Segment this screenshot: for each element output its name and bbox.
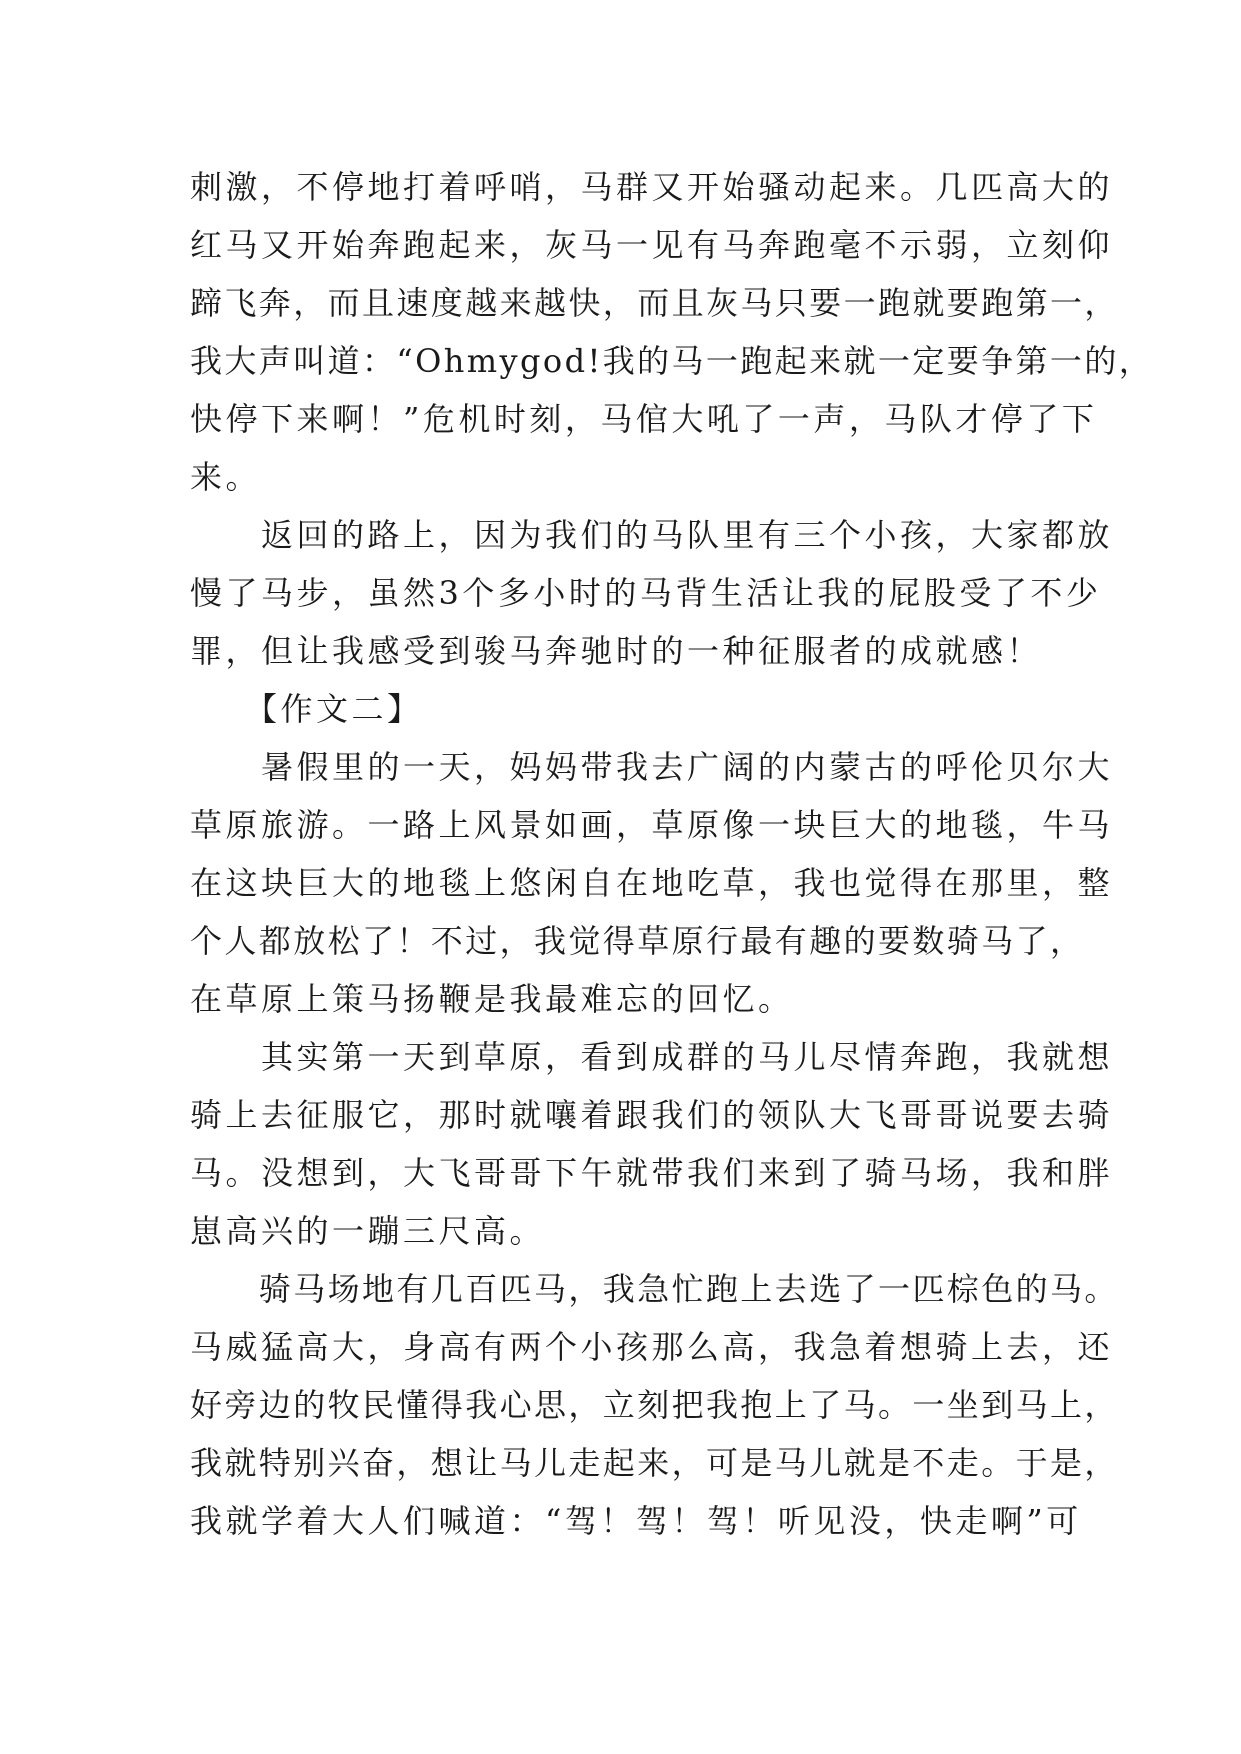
text-line: 在草原上策马扬鞭是我最难忘的回忆。: [190, 980, 794, 1018]
text-line: 我大声叫道：“Ohmygod!我的马一跑起来就一定要争第一的，: [190, 342, 1154, 380]
text-line: 刺激，不停地打着呼哨，马群又开始骚动起来。几匹高大的: [190, 168, 1114, 206]
text-line: 红马又开始奔跑起来，灰马一见有马奔跑毫不示弱，立刻仰: [190, 226, 1114, 264]
section-heading: 【作文二】: [190, 690, 423, 728]
text-line: 在这块巨大的地毯上悠闲自在地吃草，我也觉得在那里，整: [190, 864, 1114, 902]
text-line: 我就特别兴奋，想让马儿走起来，可是马儿就是不走。于是，: [190, 1444, 1119, 1482]
text-line: 马威猛高大，身高有两个小孩那么高，我急着想骑上去，还: [190, 1328, 1114, 1366]
text-line: 蹄飞奔，而且速度越来越快，而且灰马只要一跑就要跑第一，: [190, 284, 1119, 322]
text-line: 来。: [190, 458, 262, 496]
text-line: 草原旅游。一路上风景如画，草原像一块巨大的地毯，牛马: [190, 806, 1114, 844]
text-line: 其实第一天到草原，看到成群的马儿尽情奔跑，我就想: [190, 1038, 1114, 1076]
text-line: 暑假里的一天，妈妈带我去广阔的内蒙古的呼伦贝尔大: [190, 748, 1114, 786]
text-line: 骑上去征服它，那时就嚷着跟我们的领队大飞哥哥说要去骑: [190, 1096, 1114, 1134]
document-body: [190, 158, 1154, 1550]
text-line: 罪，但让我感受到骏马奔驰时的一种征服者的成就感！: [190, 632, 1043, 670]
text-line: 返回的路上，因为我们的马队里有三个小孩，大家都放: [190, 516, 1114, 554]
text-line: 好旁边的牧民懂得我心思，立刻把我抱上了马。一坐到马上，: [190, 1386, 1119, 1424]
text-line: 马。没想到，大飞哥哥下午就带我们来到了骑马场，我和胖: [190, 1154, 1114, 1192]
text-line: 快停下来啊！”危机时刻，马倌大吼了一声，马队才停了下: [190, 400, 1098, 438]
text-line: 慢了马步，虽然3个多小时的马背生活让我的屁股受了不少: [190, 574, 1102, 612]
text-line: 崽高兴的一蹦三尺高。: [190, 1212, 546, 1250]
text-line: 骑马场地有几百匹马，我急忙跑上去选了一匹棕色的马。: [190, 1270, 1119, 1308]
text-line: 我就学着大人们喊道：“驾！驾！驾！听见没，快走啊”可: [190, 1502, 1082, 1540]
text-line: 个人都放松了！不过，我觉得草原行最有趣的要数骑马了，: [190, 922, 1085, 960]
